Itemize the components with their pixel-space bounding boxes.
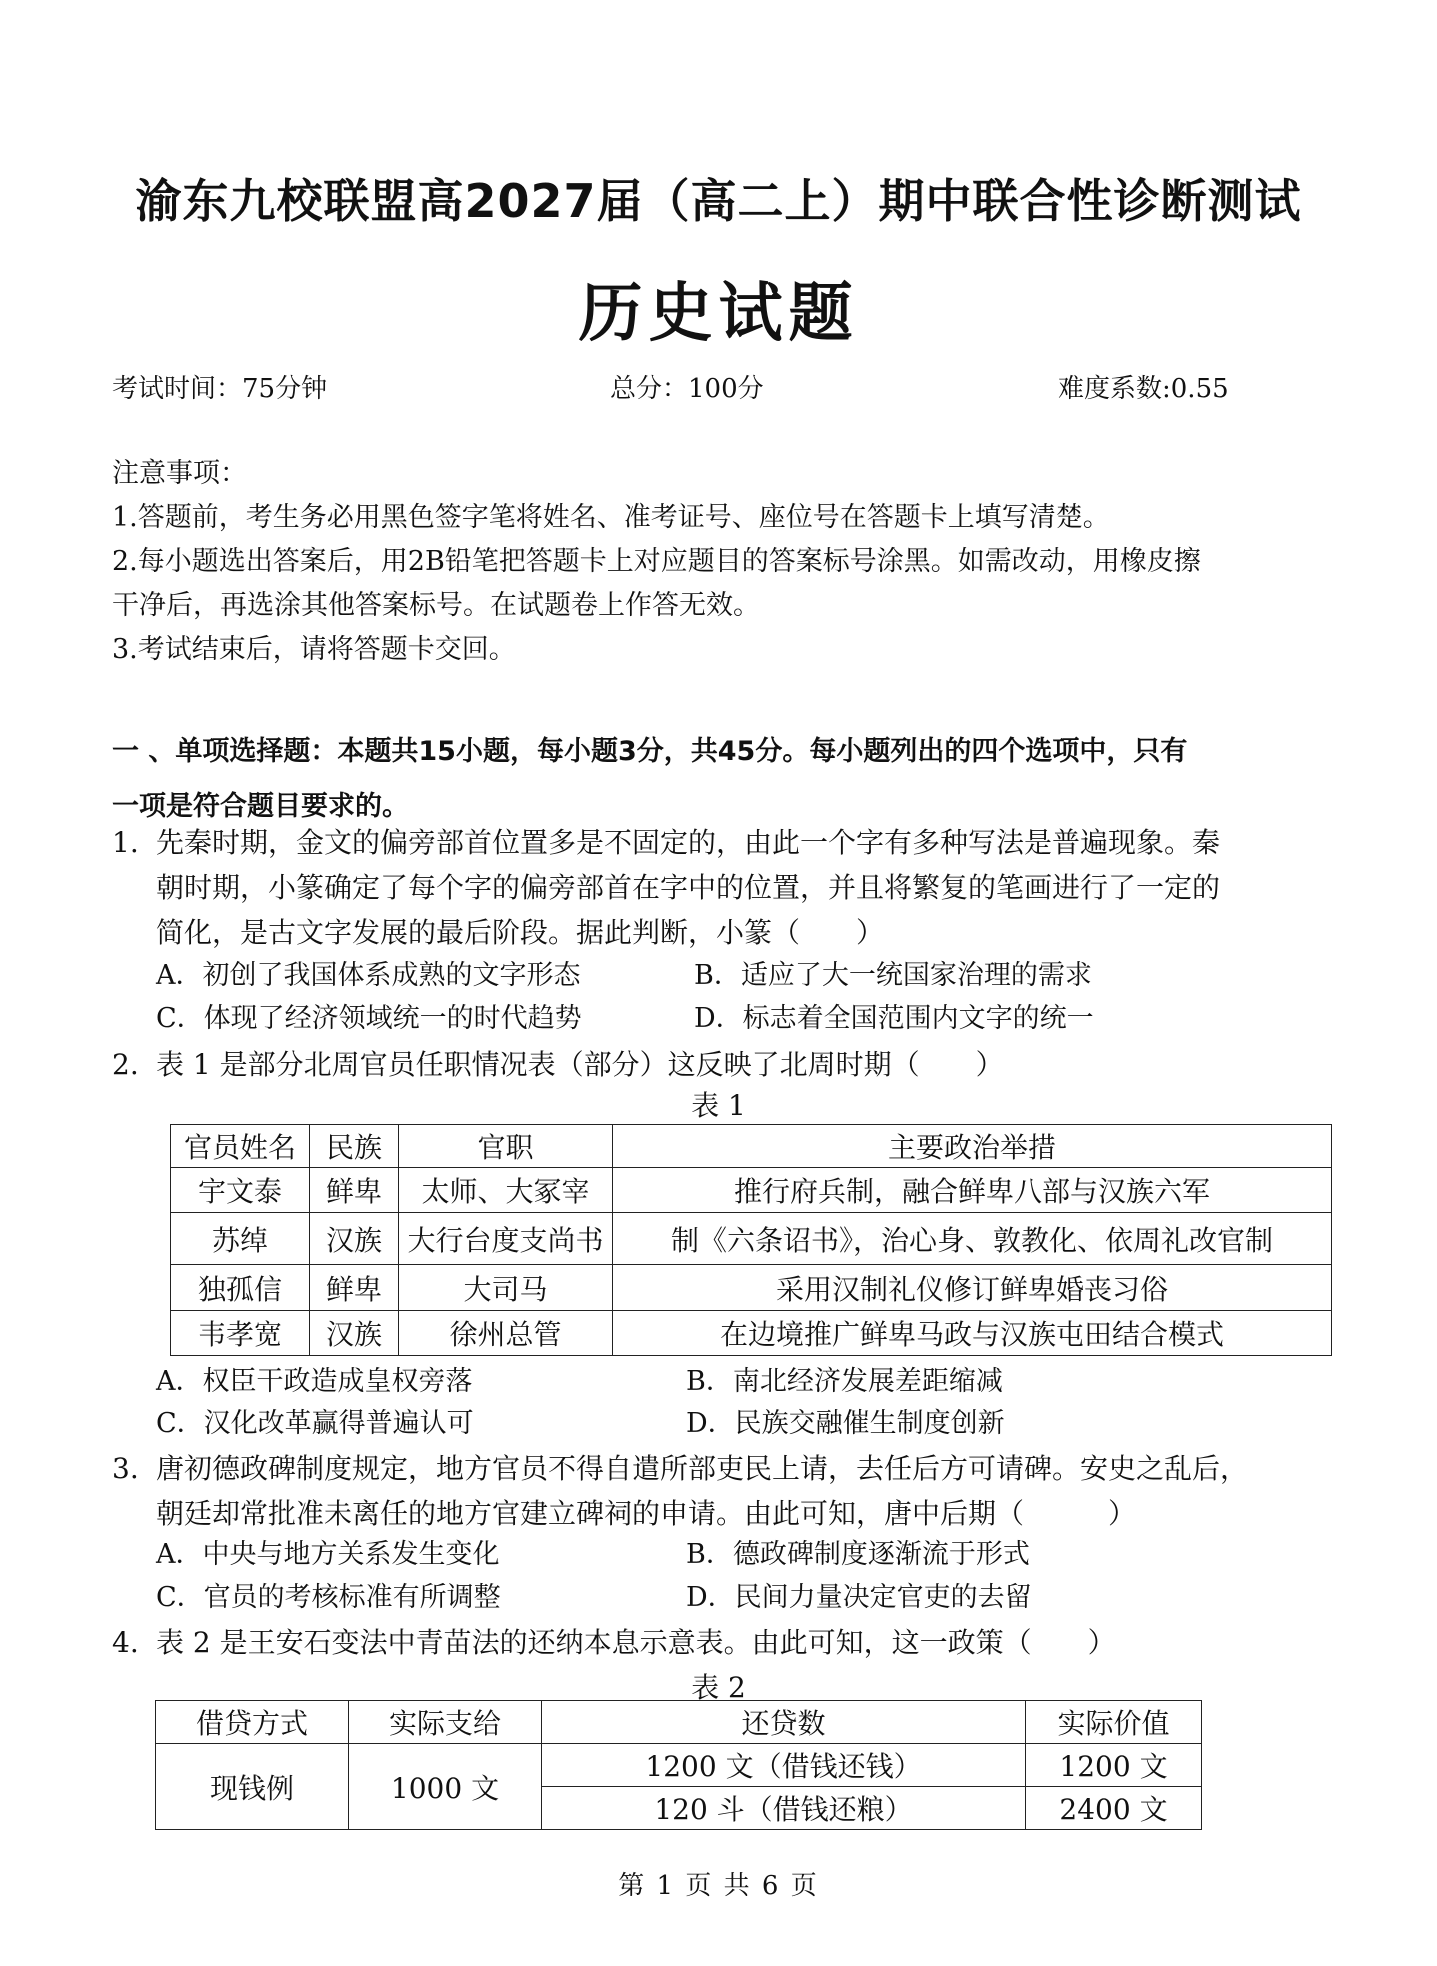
difficulty: 难度系数:0.55 [1058, 374, 1229, 404]
table-header-row [156, 1701, 1202, 1744]
table-cell: 采用汉制礼仪修订鲜卑婚丧习俗 [613, 1265, 1332, 1311]
table-header-cell: 借贷方式 [156, 1701, 349, 1744]
question-text: 简化，是古文字发展的最后阶段。据此判断，小篆（ ） [156, 916, 885, 949]
option-d[interactable]: D．标志着全国范围内文字的统一 [694, 1003, 1094, 1034]
question-number: 3. [112, 1452, 139, 1485]
table-row [171, 1168, 1332, 1213]
question-1 [112, 820, 1342, 955]
subject-title: 历史试题 [578, 277, 859, 351]
option-d[interactable]: D．民族交融催生制度创新 [686, 1408, 1005, 1439]
table-header-cell: 实际价值 [1026, 1701, 1202, 1744]
table-header-cell: 民族 [310, 1125, 399, 1168]
notice-block [112, 452, 1332, 672]
option-a[interactable]: A．初创了我国体系成熟的文字形态 [156, 960, 581, 991]
table-header-cell: 还贷数 [542, 1701, 1026, 1744]
table-header-cell: 官员姓名 [171, 1125, 310, 1168]
table-cell: 韦孝宽 [171, 1311, 310, 1356]
table-cell: 苏绰 [171, 1213, 310, 1265]
table-row [171, 1311, 1332, 1356]
exam-title: 渝东九校联盟高2027届（高二上）期中联合性诊断测试 [135, 174, 1302, 228]
table-cell: 120 斗（借钱还粮） [542, 1787, 1026, 1830]
notice-item: 3.考试结束后，请将答题卡交回。 [112, 634, 516, 665]
table-cell: 宇文泰 [171, 1168, 310, 1213]
table-cell: 现钱例 [156, 1744, 349, 1830]
table-header-cell: 官职 [399, 1125, 613, 1168]
table-header-row [171, 1125, 1332, 1168]
page-footer: 第 1 页 共 6 页 [618, 1871, 819, 1901]
table-cell: 1200 文（借钱还钱） [542, 1744, 1026, 1787]
table-cell: 鲜卑 [310, 1265, 399, 1311]
table-header-cell: 实际支给 [349, 1701, 542, 1744]
table-cell: 2400 文 [1026, 1787, 1202, 1830]
table-cell: 独孤信 [171, 1265, 310, 1311]
table-cell: 制《六条诏书》，治心身、敦教化、依周礼改官制 [613, 1213, 1332, 1265]
notice-heading: 注意事项： [112, 458, 247, 489]
table-row [171, 1213, 1332, 1265]
question-number: 2. [112, 1048, 139, 1081]
table-cell: 在边境推广鲜卑马政与汉族屯田结合模式 [613, 1311, 1332, 1356]
table-2 [155, 1700, 1202, 1830]
question-4 [112, 1620, 1342, 1665]
section-line: 一项是符合题目要求的。 [112, 791, 409, 822]
option-c[interactable]: C．汉化改革赢得普遍认可 [156, 1408, 474, 1439]
question-text: 表 2 是王安石变法中青苗法的还纳本息示意表。由此可知，这一政策（ ） [156, 1626, 1116, 1659]
option-c[interactable]: C．官员的考核标准有所调整 [156, 1582, 501, 1613]
table-row [171, 1265, 1332, 1311]
question-text: 朝时期，小篆确定了每个字的偏旁部首在字中的位置，并且将繁复的笔画进行了一定的 [156, 871, 1221, 904]
total-score: 总分：100分 [610, 374, 764, 404]
table-1-caption: 表 1 [691, 1089, 746, 1122]
option-c[interactable]: C．体现了经济领域统一的时代趋势 [156, 1003, 582, 1034]
option-a[interactable]: A．中央与地方关系发生变化 [156, 1539, 500, 1570]
notice-item: 2.每小题选出答案后，用2B铅笔把答题卡上对应题目的答案标号涂黑。如需改动，用橡皮擦 [112, 546, 1201, 577]
table-cell: 大行台度支尚书 [399, 1213, 613, 1265]
section-line: 一 、单项选择题：本题共15小题，每小题3分，共45分。每小题列出的四个选项中，只有 [112, 736, 1188, 767]
option-a[interactable]: A．权臣干政造成皇权旁落 [156, 1366, 473, 1397]
table-cell: 徐州总管 [399, 1311, 613, 1356]
notice-item: 1.答题前，考生务必用黑色签字笔将姓名、准考证号、座位号在答题卡上填写清楚。 [112, 502, 1110, 533]
table-cell: 1000 文 [349, 1744, 542, 1830]
table-cell: 汉族 [310, 1213, 399, 1265]
notice-item: 干净后，再选涂其他答案标号。在试题卷上作答无效。 [112, 590, 760, 621]
question-3 [112, 1446, 1342, 1536]
option-d[interactable]: D．民间力量决定官吏的去留 [686, 1582, 1032, 1613]
table-row [156, 1744, 1202, 1787]
table-cell: 汉族 [310, 1311, 399, 1356]
question-text: 表 1 是部分北周官员任职情况表（部分）这反映了北周时期（ ） [156, 1048, 1004, 1081]
table-cell: 太师、大冢宰 [399, 1168, 613, 1213]
table-header-cell: 主要政治举措 [613, 1125, 1332, 1168]
question-text: 朝廷却常批准未离任的地方官建立碑祠的申请。由此可知，唐中后期（ ） [156, 1497, 1137, 1530]
question-number: 1. [112, 826, 139, 859]
table-2-caption: 表 2 [691, 1671, 746, 1704]
question-text: 先秦时期，金文的偏旁部首位置多是不固定的，由此一个字有多种写法是普遍现象。秦 [156, 826, 1221, 859]
question-text: 唐初德政碑制度规定，地方官员不得自遣所部吏民上请，去任后方可请碑。安史之乱后， [156, 1452, 1249, 1485]
exam-time: 考试时间：75分钟 [112, 374, 328, 404]
table-cell: 大司马 [399, 1265, 613, 1311]
question-2 [112, 1042, 1342, 1087]
table-cell: 1200 文 [1026, 1744, 1202, 1787]
table-1 [170, 1124, 1332, 1356]
table-cell: 推行府兵制，融合鲜卑八部与汉族六军 [613, 1168, 1332, 1213]
table-cell: 鲜卑 [310, 1168, 399, 1213]
section-heading [112, 724, 1342, 834]
option-b[interactable]: B．德政碑制度逐渐流于形式 [686, 1539, 1030, 1570]
option-b[interactable]: B．南北经济发展差距缩减 [686, 1366, 1003, 1397]
option-b[interactable]: B．适应了大一统国家治理的需求 [694, 960, 1092, 991]
question-number: 4. [112, 1626, 139, 1659]
